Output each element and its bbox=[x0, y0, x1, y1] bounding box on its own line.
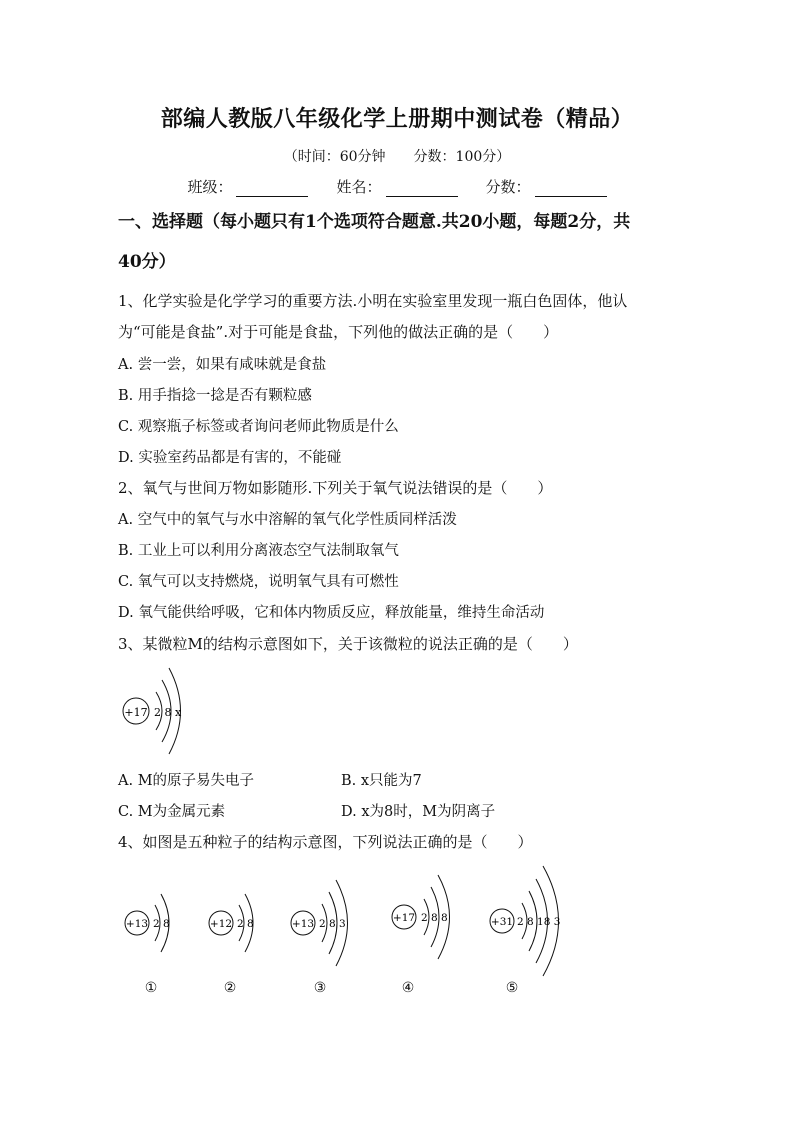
score-field[interactable] bbox=[486, 176, 607, 197]
q1-option-d[interactable]: D. 实验室药品都是有害的，不能碰 bbox=[118, 450, 342, 466]
nucleus-charge: +31 bbox=[490, 916, 514, 928]
q3-option-c[interactable]: C. M为金属元素 bbox=[118, 804, 226, 820]
q3-option-d[interactable]: D. x为8时，M为阴离子 bbox=[341, 804, 496, 820]
time-limit: （时间：60分钟 bbox=[283, 149, 386, 165]
electron-counts: 2 8 bbox=[153, 918, 170, 930]
score-blank[interactable] bbox=[535, 182, 607, 197]
electron-counts: 2 8 18 3 bbox=[517, 916, 561, 928]
score-label: 分数： bbox=[485, 178, 531, 196]
section-heading bbox=[118, 202, 698, 282]
q4-particle-3 bbox=[289, 874, 369, 970]
q3-options-row2 bbox=[118, 800, 496, 821]
q4-label-3: ③ bbox=[313, 980, 327, 996]
q1-stem-line1: 1、化学实验是化学学习的重要方法.小明在实验室里发现一瓶白色固体，他认 bbox=[118, 292, 628, 310]
q3-options-row1 bbox=[118, 769, 422, 790]
section-heading-line2: 40分） bbox=[118, 252, 176, 272]
q1-option-b[interactable]: B. 用手指捻一捻是否有颗粒感 bbox=[118, 388, 312, 404]
student-info-line bbox=[0, 176, 794, 197]
q4-particle-4 bbox=[390, 870, 470, 966]
q1-stem-line2: 为“可能是食盐”.对于可能是食盐，下列他的做法正确的是（ ） bbox=[118, 323, 559, 341]
nucleus-charge: +17 bbox=[392, 912, 416, 924]
q4-label-5: ⑤ bbox=[505, 980, 519, 996]
name-label: 姓名： bbox=[336, 178, 382, 196]
name-blank[interactable] bbox=[386, 182, 458, 197]
q2-stem: 2、氧气与世间万物如影随形.下列关于氧气说法错误的是（ ） bbox=[118, 479, 553, 497]
q4-particle-2 bbox=[208, 880, 278, 966]
exam-meta bbox=[0, 146, 794, 166]
q4-label-1: ① bbox=[144, 980, 158, 996]
q2-option-d[interactable]: D. 氧气能供给呼吸，它和体内物质反应，释放能量，维持生命活动 bbox=[118, 605, 545, 621]
class-field[interactable] bbox=[187, 176, 308, 197]
electron-counts: 2 8 3 bbox=[319, 918, 346, 930]
name-field[interactable] bbox=[336, 176, 457, 197]
q2-option-a[interactable]: A. 空气中的氧气与水中溶解的氧气化学性质同样活泼 bbox=[118, 512, 457, 528]
section-heading-line1: 一、选择题（每小题只有1个选项符合题意.共20小题，每题2分，共 bbox=[118, 212, 631, 232]
class-label: 班级： bbox=[187, 178, 233, 196]
q1-option-a[interactable]: A. 尝一尝，如果有咸味就是食盐 bbox=[118, 357, 327, 373]
class-blank[interactable] bbox=[236, 182, 308, 197]
nucleus-charge: +12 bbox=[209, 918, 233, 930]
q3-stem: 3、某微粒M的结构示意图如下，关于该微粒的说法正确的是（ ） bbox=[118, 635, 578, 653]
electron-counts: 2 8 bbox=[237, 918, 254, 930]
q3-atom-diagram bbox=[118, 662, 228, 758]
q2-option-c[interactable]: C. 氧气可以支持燃烧，说明氧气具有可燃性 bbox=[118, 574, 399, 590]
electron-counts: 2 8 x bbox=[154, 706, 182, 719]
q4-label-2: ② bbox=[223, 980, 237, 996]
total-score: 分数：100分） bbox=[413, 149, 511, 165]
nucleus-charge: +13 bbox=[291, 918, 315, 930]
q2-option-b[interactable]: B. 工业上可以利用分离液态空气法制取氧气 bbox=[118, 543, 399, 559]
electron-counts: 2 8 8 bbox=[421, 912, 448, 924]
q4-stem: 4、如图是五种粒子的结构示意图，下列说法正确的是（ ） bbox=[118, 833, 533, 851]
q4-particle-5 bbox=[488, 860, 588, 980]
nucleus-charge: +13 bbox=[125, 918, 149, 930]
page-title: 部编人教版八年级化学上册期中测试卷（精品） bbox=[160, 106, 634, 132]
nucleus-charge: +17 bbox=[124, 706, 148, 719]
q3-option-b[interactable]: B. x只能为7 bbox=[341, 773, 422, 789]
q4-particle-1 bbox=[123, 880, 193, 966]
q4-label-4: ④ bbox=[401, 980, 415, 996]
q3-option-a[interactable]: A. M的原子易失电子 bbox=[118, 773, 255, 789]
q1-option-c[interactable]: C. 观察瓶子标签或者询问老师此物质是什么 bbox=[118, 419, 399, 435]
